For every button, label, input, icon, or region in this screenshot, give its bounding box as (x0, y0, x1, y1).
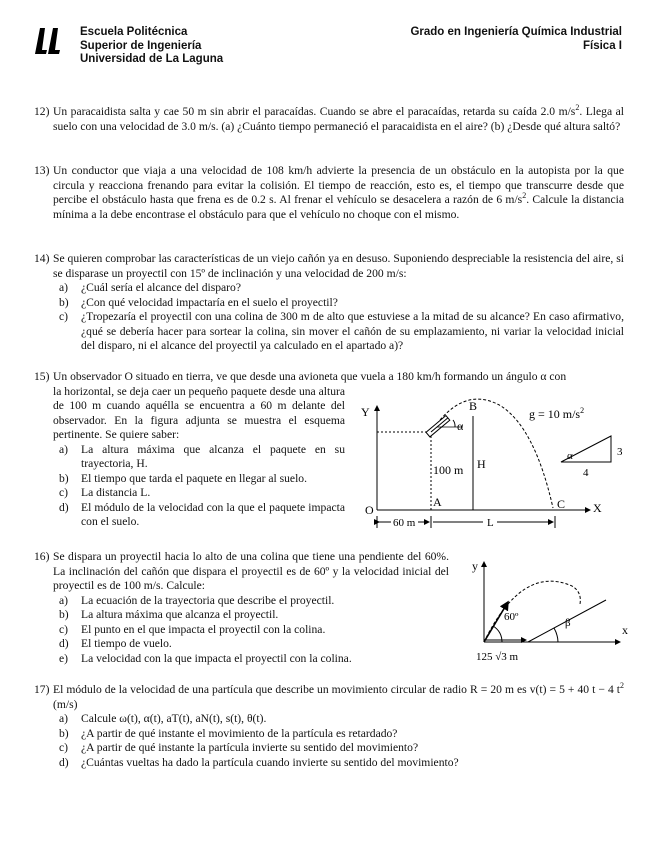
problem-text: Un paracaidista salta y cae 50 m sin abrir el paracaídas. Cuando se abre el paracaídas, retarda su caída 2.0 $m/s^2$. Llega al suelo con una velocidad de 3.0 m/s. (a) ¿Cuánto tiempo permaneció el paracaidista en el aire? (b) ¿Desde qué altura saltó? (53, 103, 624, 133)
list-item: b) ¿Con qué velocidad impactaría en el suelo el proyectil? (59, 295, 338, 309)
problem-17 (34, 683, 624, 770)
point-a-label: A (433, 495, 442, 509)
distance-l-label: L (487, 517, 494, 529)
origin-label: O (365, 503, 374, 517)
problem-items (53, 443, 345, 530)
figure-15-diagram (355, 398, 635, 536)
degree-name: Grado en Ingeniería Química Industrial (410, 26, 622, 38)
point-b-label: B (469, 399, 478, 413)
x-axis-label: x (622, 623, 628, 637)
problem-number: 13) (34, 164, 50, 177)
triangle-alpha-label: α (567, 450, 573, 462)
school-line-3: Universidad de La Laguna (80, 53, 224, 65)
distance-label: 125 √3 m (476, 651, 519, 663)
problem-text: El módulo de la velocidad de una partícula que describe un movimiento circular de radio R = 20 m es v(t) = 5 + 40 t − 4 $t^2$ (m/s) a) Calcule ω(t), α(t), aT(t), aN(t), s(t), θ(t). b) ¿A partir de qué instante el movimiento de la partícula es retardado? c) ¿A partir de qué instante la partícula invierte su sentido del movimiento? d) ¿Cuántas vueltas ha dado la partícula cuando invierte su sentido del movimiento? (53, 681, 624, 769)
list-item: b) El tiempo que tarda el paquete en llegar al suelo. (59, 471, 307, 485)
problem-text: Se dispara un proyectil hacia lo alto de una colina que tiene una pendiente del 60%. La inclinación del cañón que dispara el proyectil es de 60º y la velocidad inicial del proyectil es de 100 m/s. Calcule: a) La ecuación de la trayectoria que describe el proyectil. b) La altura máxima que alcanza el proyectil. c) El punto en el que impacta el proyectil con la colina. d) El tiempo de vuelo. e) La velocidad con la que impacta el proyectil con la colina. (53, 550, 449, 665)
triangle-side-4: 4 (583, 467, 589, 479)
problem-number: 15) (34, 370, 50, 383)
trajectory-curve (484, 581, 580, 642)
triangle-side-3: 3 (617, 446, 623, 458)
problem-text: la horizontal, se deja caer un pequeño paquete desde una altura de 100 m cuando aquélla se encuentra a 60 m delante del observador. En la figura adjunta se muestra el esquema pertinente. Se quiere saber: a) La altura máxima que alcanza el paquete en su trayectoria, H. b) El tiempo que tarda el paquete en llegar al suelo. c) La distancia L. d) El módulo de la velocidad con la que el paquete impacta con el suelo. (53, 384, 345, 528)
angle-60-label: 60º (504, 611, 519, 623)
list-item: a) ¿Cuál sería el alcance del disparo? (59, 281, 241, 294)
height-label: 100 m (433, 463, 464, 477)
school-line-1: Escuela Politécnica (80, 26, 188, 38)
problem-13 (34, 164, 624, 222)
alpha-label: α (457, 419, 464, 433)
y-axis-label: Y (361, 405, 370, 419)
problem-12 (34, 105, 624, 134)
problem-number: 16) (34, 550, 50, 563)
point-c-label: C (557, 497, 566, 511)
problem-text: Se quieren comprobar las características de un viejo cañón ya en desuso. Suponiendo despreciable la resistencia del aire, si se disparase un proyectil con 15º de inclinación y una velocidad de 200 m/s: a) ¿Cuál sería el alcance del disparo? b) ¿Con qué velocidad impactaría en el suelo el proyectil? c) ¿Tropezaría el proyectil con una colina de 300 m de alto que estuviese a la mitad de su alcance? En caso afirmativo, ¿qué se debería hacer para sortear la colina, sin mover el cañón de su emplazamiento, ni variar la velocidad inicial del disparo, ni el alcance del proyectil ya calculado en el apartado a)? (53, 252, 624, 352)
problem-items (53, 281, 624, 354)
course-name: Física I (583, 39, 622, 52)
school-name (80, 26, 223, 67)
airplane-icon (426, 416, 450, 437)
list-item: c) ¿Tropezaría el proyectil con una colina de 300 m de alto que estuviese a la mitad de su alcance? En caso afirmativo, ¿qué se debería hacer para sortear la colina, sin mover el cañón de su emplazamiento, ni variar la velocidad inicial del disparo, ni el alcance del proyectil ya calculado en el apartado a)? (59, 310, 624, 352)
problem-14 (34, 252, 624, 354)
gravity-label: g = 10 $m/s^2$ (529, 406, 585, 421)
list-item: c) La distancia L. (59, 486, 151, 499)
distance-60m-label: 60 m (393, 517, 416, 529)
list-item: a) La altura máxima que alcanza el paquete en su trayectoria, H. (59, 442, 345, 470)
list-item: d) ¿Cuántas vueltas ha dado la partícula cuando invierte su sentido del movimiento? (59, 755, 459, 769)
problem-items (53, 594, 449, 667)
list-item: a) La ecuación de la trayectoria que describe el proyectil. (59, 593, 335, 607)
problem-number: 17) (34, 683, 50, 696)
problem-number: 12) (34, 105, 50, 118)
course-info (410, 26, 622, 53)
list-item: e) La velocidad con la que impacta el proyectil con la colina. (59, 651, 352, 665)
school-line-2: Superior de Ingeniería (80, 39, 202, 52)
max-height-label: H (477, 457, 486, 471)
figure-16-diagram (462, 556, 634, 666)
list-item: b) ¿A partir de qué instante el movimiento de la partícula es retardado? (59, 726, 398, 740)
y-axis-label: y (472, 559, 478, 573)
list-item: d) El módulo de la velocidad con la que el paquete impacta con el suelo. (59, 500, 345, 528)
problem-number: 14) (34, 252, 50, 265)
list-item: b) La altura máxima que alcanza el proyectil. (59, 608, 279, 621)
list-item: c) El punto en el que impacta el proyectil con la colina. (59, 622, 326, 636)
beta-label: β (565, 617, 571, 629)
list-item: a) Calcule ω(t), α(t), aT(t), aN(t), s(t), θ(t). (59, 712, 267, 725)
x-axis-label: X (593, 501, 602, 515)
problem-first-line: Un observador O situado en tierra, ve que desde una avioneta que vuela a 180 km/h formando un ángulo α con (53, 370, 567, 383)
problem-text: Un conductor que viaja a una velocidad de 108 km/h advierte la presencia de un obstáculo en la autopista por la que circula y reacciona frenando para evitar la colisión. El tiempo de reacción, esto es, el tiempo que transcurre desde que percibe el obstáculo hasta que frena es de 0.2 s. Al frenar el vehículo se desacelera a razón de 6 $m/s^2$. Calcule la distancia mínima a la debe encontrase el obstáculo para que el vehículo no choque con el mismo. (53, 164, 624, 221)
university-logo (34, 28, 66, 54)
list-item: c) ¿A partir de qué instante la partícula invierte su sentido del movimiento? (59, 741, 419, 754)
problem-items (53, 712, 624, 770)
list-item: d) El tiempo de vuelo. (59, 637, 172, 650)
